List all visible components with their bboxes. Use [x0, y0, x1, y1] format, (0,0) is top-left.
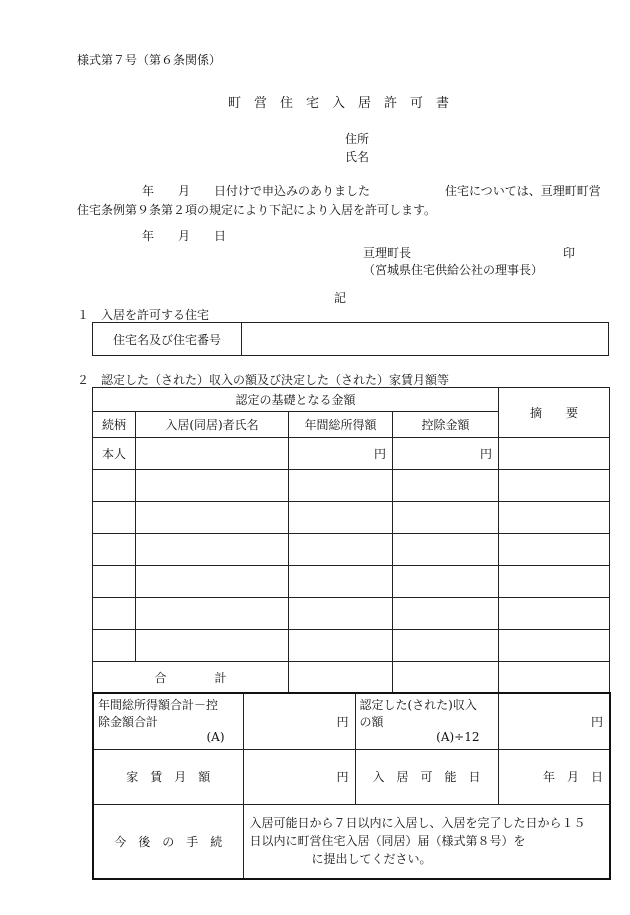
name-cell — [136, 438, 289, 470]
cert-label-formula: (A)÷12 — [436, 730, 480, 744]
table-row — [93, 502, 610, 534]
table-row — [93, 534, 610, 566]
page-title: 町 営 住 宅 入 居 許 可 書 — [228, 96, 450, 111]
income-table — [92, 387, 610, 694]
total-income-cell — [289, 662, 393, 694]
remarks-cell — [499, 598, 610, 630]
relation-cell — [93, 598, 136, 630]
table-row — [93, 470, 610, 502]
section1-heading: １ 入居を許可する住宅 — [77, 308, 210, 322]
intro-line1-b: 住宅については、亘理町町営 — [445, 184, 601, 198]
deduction-cell — [393, 566, 499, 598]
remarks-cell — [499, 502, 610, 534]
name-cell — [136, 470, 289, 502]
income-cell — [289, 630, 393, 662]
remarks-cell — [499, 438, 610, 470]
deduction-cell — [393, 470, 499, 502]
summary-table — [92, 692, 611, 880]
relation-cell — [93, 534, 136, 566]
procedure-text — [243, 804, 610, 879]
name-cell — [136, 502, 289, 534]
total-row — [93, 662, 610, 694]
name-cell — [136, 598, 289, 630]
net-label-line2: 除金額合計 — [98, 715, 159, 729]
name-cell — [136, 534, 289, 566]
col-name-header: 入居(同居)者氏名 — [136, 412, 289, 438]
deduction-cell — [393, 598, 499, 630]
intro-line1-a: 年 月 日付けで申込みのありました — [142, 184, 371, 198]
deduction-cell — [393, 502, 499, 534]
net-income-label-cell — [93, 693, 243, 749]
relation-cell — [93, 470, 136, 502]
name-cell — [136, 566, 289, 598]
name-label: 氏名 — [345, 150, 370, 164]
cert-label-line2: の額 — [359, 715, 384, 729]
procedure-line1: 入居可能日から７日以内に入居し、入居を完了した日から１５ — [249, 816, 586, 831]
procedure-label: 今 後 の 手 続 — [93, 804, 243, 879]
col-relation-header: 続柄 — [93, 412, 136, 438]
house-value — [242, 323, 609, 356]
cert-income-label-cell — [355, 693, 498, 749]
deduction-cell — [393, 534, 499, 566]
table-row — [93, 566, 610, 598]
remarks-header: 摘 要 — [499, 388, 610, 438]
income-cell — [289, 566, 393, 598]
intro-line2: 住宅条例第９条第２項の規定により下記により入居を許可します。 — [77, 203, 437, 217]
relation-cell — [93, 630, 136, 662]
basis-header: 認定の基礎となる金額 — [93, 388, 499, 412]
date-line: 年 月 日 — [142, 229, 227, 243]
income-cell — [289, 502, 393, 534]
deduction-cell — [393, 630, 499, 662]
relation-cell — [93, 502, 136, 534]
section1-table — [92, 322, 609, 356]
address-label: 住所 — [345, 132, 370, 146]
form-number: 様式第７号（第６条関係） — [77, 53, 222, 67]
remarks-cell — [499, 534, 610, 566]
total-deduction-cell — [393, 662, 499, 694]
net-label-a: (A) — [206, 730, 225, 744]
income-cell: 円 — [289, 438, 393, 470]
cert-label-line1: 認定した(された)収入 — [359, 698, 477, 712]
section2-heading: ２ 認定した（された）収入の額及び決定した（された）家賃月額等 — [77, 373, 450, 387]
name-cell — [136, 630, 289, 662]
income-cell — [289, 470, 393, 502]
issuer: 亘理町長 — [363, 246, 412, 260]
issuer-sub: （宮城県住宅供給公社の理事長） — [363, 263, 544, 277]
seal-mark: 印 — [563, 246, 576, 260]
net-label-line1: 年間総所得額合計－控 — [98, 698, 219, 712]
rent-label: 家 賃 月 額 — [93, 749, 243, 804]
house-label: 住宅名及び住宅番号 — [93, 323, 242, 356]
relation-cell — [93, 566, 136, 598]
income-cell — [289, 534, 393, 566]
ki-heading: 記 — [334, 291, 347, 305]
net-income-value: 円 — [243, 693, 355, 749]
movein-label: 入 居 可 能 日 — [355, 749, 498, 804]
table-row — [93, 630, 610, 662]
remarks-cell — [499, 470, 610, 502]
total-label: 合 計 — [93, 662, 289, 694]
table-row — [93, 598, 610, 630]
total-remarks-cell — [499, 662, 610, 694]
cert-income-value: 円 — [498, 693, 610, 749]
deduction-cell: 円 — [393, 438, 499, 470]
table-row — [93, 438, 610, 470]
remarks-cell — [499, 566, 610, 598]
remarks-cell — [499, 630, 610, 662]
procedure-line2: 日以内に町営住宅入居（同居）届（様式第８号）を — [249, 834, 526, 849]
movein-date: 年 月 日 — [498, 749, 610, 804]
income-cell — [289, 598, 393, 630]
col-deduction-header: 控除金額 — [393, 412, 499, 438]
procedure-line3: に提出してください。 — [311, 852, 432, 867]
col-income-header: 年間総所得額 — [289, 412, 393, 438]
rent-value: 円 — [243, 749, 355, 804]
relation-cell: 本人 — [93, 438, 136, 470]
